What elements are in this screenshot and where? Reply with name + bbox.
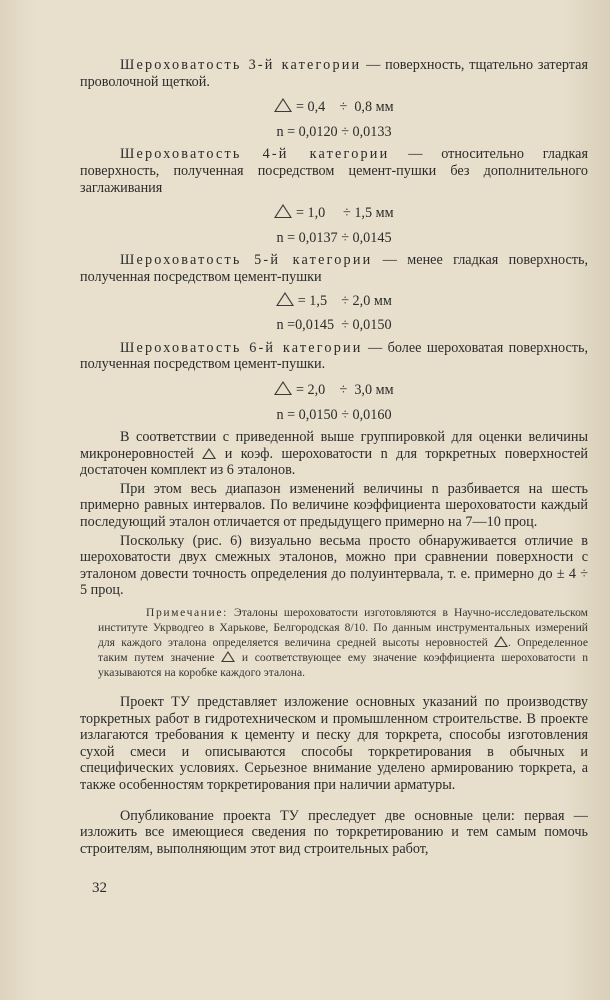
formula-text: = 2,0 ÷ 3,0 мм (292, 381, 394, 398)
paragraph-text: — менее гладкая поверхность, полученная посредством цемент-пушки (80, 252, 589, 285)
formula-delta-3 (80, 98, 588, 116)
paragraph-project-tu: Проект ТУ представляет изложение основных указаний по производству торкретных работ в гидротехническом и промышленном строительстве. В проекте излагаются требования к цементу и песку для торкрета, способы изготовления сухой смеси и описываются способы торкретирования в обычных и специфических условиях. Серьезное внимание уделено армированию торкрета, а также особенностям торкретирования при наличии арматуры. (80, 694, 588, 793)
paragraph-text: В соответствии с приведенной выше группировкой для оценки величины микронеровностей (80, 429, 588, 462)
paragraph-text: — более шероховатая поверхность, полученная посредством цемент-пушки. (80, 339, 589, 373)
remark-text: и соответствующее ему значение коэффициента шероховатости n указываются на коробке каждого эталона. (98, 651, 588, 680)
formula-n-5: n =0,0145 ÷ 0,0150 (276, 317, 392, 334)
paragraph-text: — относительно гладкая поверхность, полученная посредством цемент-пушки без дополнительного заглаживания (80, 146, 589, 196)
paragraph-roughness-3 (80, 57, 588, 90)
paragraph-range-division: При этом весь диапазон изменений величины n разбивается на шесть примерно равных интервалов. По величине коэффициента шероховатости каждый последующий эталон отличается от предыдущего примерно на 7—10 проц. (80, 480, 588, 531)
paragraph-text: и коэф. шероховатости n для торкретных поверхностей достаточен комплект из 6 эталонов. (80, 445, 588, 479)
paragraph-text: — поверхность, тщательно затертая проволочной щеткой. (80, 57, 588, 90)
paragraph-accuracy: Поскольку (рис. 6) визуально весьма просто обнаруживается отличие в шероховатости двух смежных эталонов, можно при сравнении поверхности с эталоном довести точность определения до полуинтервала, т. е. примерно до ± 4 ÷ 5 проц. (80, 532, 588, 599)
formula-text: = 1,0 ÷ 1,5 мм (292, 205, 394, 222)
triangle-icon (274, 204, 292, 218)
page-text (80, 57, 588, 857)
formula-n-4: n = 0,0137 ÷ 0,0145 (276, 229, 392, 246)
triangle-icon (221, 651, 235, 662)
paragraph-roughness-6 (80, 340, 588, 373)
footnote-remark (80, 605, 588, 680)
paragraph-roughness-4 (80, 146, 588, 196)
formula-text: = 1,5 ÷ 2,0 мм (294, 292, 392, 309)
page-number: 32 (92, 880, 107, 896)
remark-label: Примечание: (146, 606, 228, 620)
formula-delta-5 (80, 292, 588, 310)
paragraph-etalon-set (80, 429, 588, 479)
triangle-icon (202, 448, 216, 459)
remark-text: . Определенное таким путем значение (98, 636, 588, 665)
formula-text: = 0,4 ÷ 0,8 мм (292, 99, 394, 116)
paragraph-publication-goals: Опубликование проекта ТУ преследует две основные цели: первая — изложить все имеющиеся сведения по торкретированию и тем самым помочь строителям, выполняющим этот вид строительных работ, (80, 807, 588, 857)
category-heading-3: Шероховатость 3-й категории (120, 57, 362, 73)
paragraph-roughness-5 (80, 252, 588, 285)
formula-delta-4 (80, 204, 588, 222)
triangle-icon (276, 292, 294, 306)
triangle-icon (274, 381, 292, 395)
category-heading-6: Шероховатость 6-й категории (120, 339, 363, 356)
triangle-icon (494, 636, 508, 647)
category-heading-5: Шероховатость 5-й категории (120, 252, 373, 269)
formula-n-6: n = 0,0150 ÷ 0,0160 (276, 406, 392, 423)
formula-n-3: n = 0,0120 ÷ 0,0133 (276, 123, 392, 140)
remark-text: Эталоны шероховатости изготовляются в Научно-исследовательском институте Укрводгео в Харькове, Белгородская 8/10. По данным инструментальных измерений для каждого эталона определяется величина средней высоты неровностей (98, 606, 588, 650)
formula-delta-6 (80, 381, 588, 399)
category-heading-4: Шероховатость 4-й категории (120, 146, 390, 163)
triangle-icon (274, 98, 292, 112)
